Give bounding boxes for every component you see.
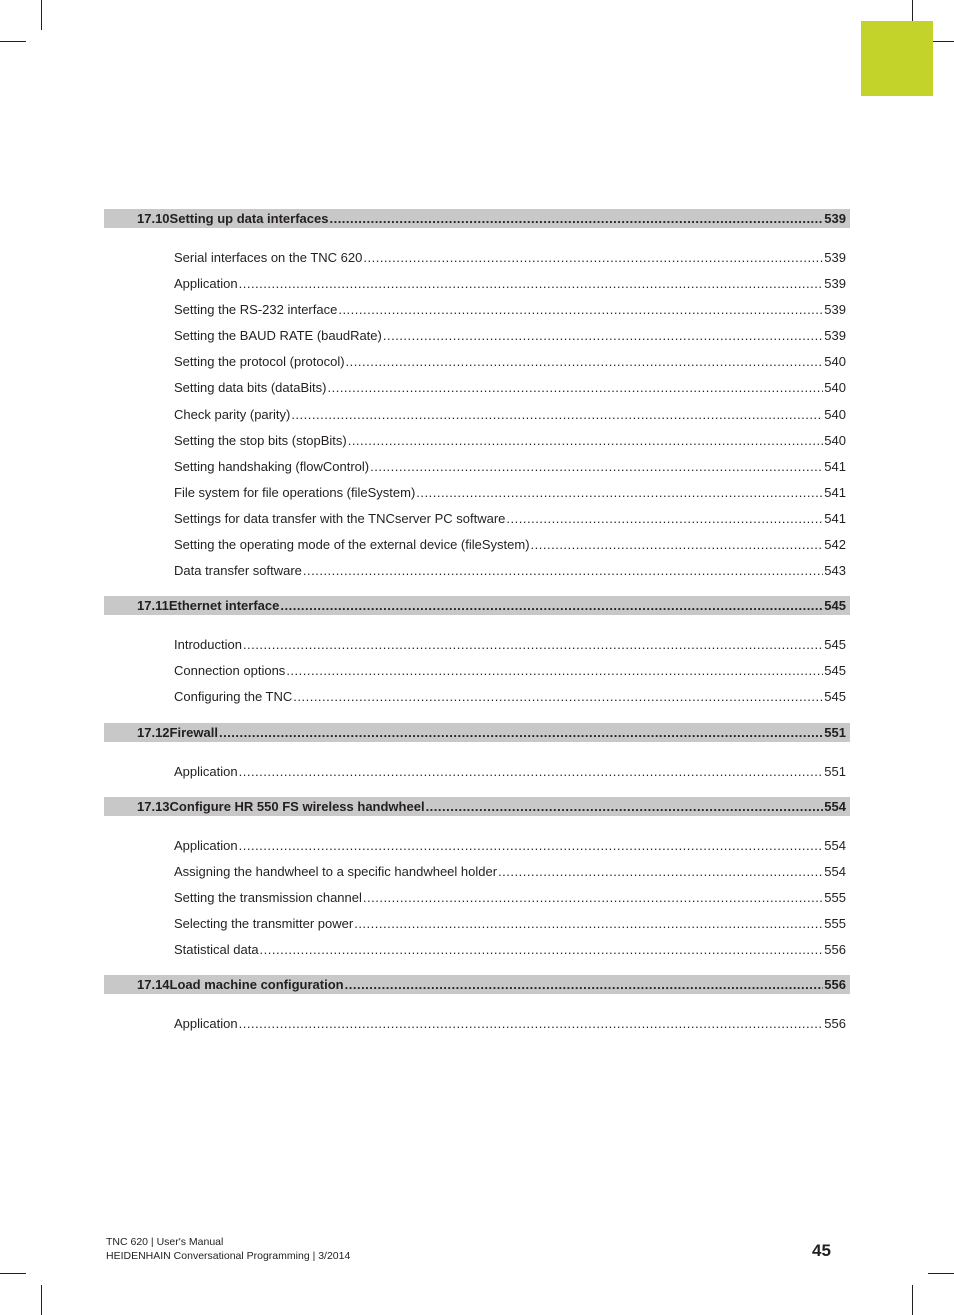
section-page-number: 551 [824,724,846,740]
toc-entry[interactable] [174,684,846,710]
entry-label: Serial interfaces on the TNC 620 [174,250,363,265]
entry-page-number: 545 [824,689,846,705]
entry-page-number: 539 [824,276,846,292]
section-title: Ethernet interface [168,598,280,614]
toc-entry[interactable] [174,833,846,859]
page-number: 45 [812,1241,831,1260]
dot-leader [363,885,823,911]
toc-entry-list [104,245,850,584]
entry-label: File system for file operations (fileSystem) [174,484,416,500]
section-title: Configure HR 550 FS wireless handwheel [169,798,425,814]
crop-mark [41,1285,42,1315]
crop-mark [0,1273,26,1274]
toc-section-heading[interactable] [104,797,850,816]
toc-entry[interactable] [174,911,846,937]
toc-entry[interactable] [174,245,846,271]
toc-entry[interactable] [174,480,846,506]
dot-leader [506,506,823,532]
entry-label: Statistical data [174,941,259,957]
dot-leader [239,1011,824,1037]
entry-label: Setting the transmission channel [174,889,362,905]
crop-mark [41,0,42,30]
entry-label: Settings for data transfer with the TNCserver PC software [174,510,506,526]
section-number: 17.13 [137,798,170,814]
toc-entry[interactable] [174,532,846,558]
entry-page-number: 554 [824,863,846,879]
dot-leader [346,349,824,375]
dot-leader [280,596,823,615]
dot-leader [338,297,823,323]
dot-leader [345,975,824,994]
toc-entry[interactable] [174,271,846,297]
dot-leader [239,271,824,297]
entry-page-number: 542 [824,537,846,553]
toc-entry[interactable] [174,1011,846,1037]
dot-leader [239,833,824,859]
section-title: Setting up data interfaces [169,211,329,226]
toc-entry[interactable] [174,632,846,658]
dot-leader [354,911,823,937]
toc-section-heading[interactable] [104,723,850,742]
toc-entry-list [104,632,850,710]
entry-label: Application [174,763,238,779]
section-number: 17.14 [137,977,170,993]
entry-label: Assigning the handwheel to a specific handwheel holder [174,863,498,879]
entry-label: Setting the RS-232 interface [174,302,338,318]
dot-leader [531,532,824,558]
toc-entry[interactable] [174,375,846,401]
section-title: Load machine configuration [169,977,344,993]
toc-entry-list [104,759,850,785]
toc-entry[interactable] [174,558,846,584]
entry-page-number: 545 [824,637,846,653]
toc-section-heading[interactable] [104,975,850,994]
dot-leader [239,759,824,785]
entry-page-number: 554 [824,837,846,853]
entry-page-number: 555 [824,915,846,931]
toc-section-heading[interactable] [104,596,850,615]
section-page-number: 554 [824,798,846,814]
dot-leader [329,209,823,228]
toc-entry[interactable] [174,859,846,885]
section-page-number: 539 [824,211,846,226]
entry-page-number: 540 [824,354,846,370]
crop-mark [912,1285,913,1315]
toc-entry[interactable] [174,506,846,532]
crop-mark [0,41,26,42]
toc-entry[interactable] [174,759,846,785]
entry-label: Introduction [174,637,242,653]
dot-leader [426,797,824,816]
entry-label: Selecting the transmitter power [174,915,354,931]
dot-leader [383,323,823,349]
entry-label: Setting handshaking (flowControl) [174,458,370,474]
toc-entry[interactable] [174,454,846,480]
entry-page-number: 543 [824,563,846,579]
entry-label: Application [174,1016,238,1032]
entry-page-number: 551 [824,763,846,779]
entry-page-number: 541 [824,510,846,526]
dot-leader [219,723,823,742]
toc-entry[interactable] [174,885,846,911]
section-number: 17.10 [137,211,170,226]
entry-label: Application [174,837,238,853]
entry-label: Setting the BAUD RATE (baudRate) [174,328,382,344]
section-number: 17.12 [137,724,170,740]
toc-entry[interactable] [174,658,846,684]
entry-page-number: 556 [824,1016,846,1032]
section-page-number: 556 [824,977,846,993]
entry-page-number: 540 [824,380,846,396]
toc-entry[interactable] [174,402,846,428]
toc-section-heading[interactable] [104,209,850,228]
toc-entry[interactable] [174,428,846,454]
toc-entry[interactable] [174,323,846,349]
toc-entry[interactable] [174,937,846,963]
entry-label: Connection options [174,663,286,679]
entry-label: Setting the protocol (protocol) [174,354,345,370]
dot-leader [303,558,823,584]
dot-leader [286,658,823,684]
footer-publisher-line: HEIDENHAIN Conversational Programming | 3/2014 [106,1250,351,1262]
entry-label: Check parity (parity) [174,406,291,422]
dot-leader [327,375,823,401]
entry-label: Setting data bits (dataBits) [174,380,327,396]
section-page-number: 545 [824,598,846,614]
entry-page-number: 539 [824,302,846,318]
section-number: 17.11 [137,598,169,614]
entry-label: Data transfer software [174,563,302,579]
toc-entry[interactable] [174,297,846,323]
entry-label: Application [174,276,238,292]
dot-leader [291,402,823,428]
dot-leader [348,428,824,454]
section-title: Firewall [169,724,218,740]
entry-label: Setting the stop bits (stopBits) [174,432,347,448]
entry-page-number: 556 [824,941,846,957]
entry-page-number: 540 [824,406,846,422]
toc-entry[interactable] [174,349,846,375]
entry-page-number: 539 [824,250,846,265]
entry-page-number: 541 [824,458,846,474]
toc-entry-list [104,833,850,963]
footer-manual-title: TNC 620 | User's Manual [106,1236,224,1248]
dot-leader [260,937,824,963]
entry-page-number: 545 [824,663,846,679]
dot-leader [243,632,823,658]
entry-page-number: 540 [824,432,846,448]
dot-leader [363,245,823,271]
dot-leader [416,480,823,506]
page-footer [106,1235,350,1263]
crop-mark [928,1273,954,1274]
entry-label: Configuring the TNC [174,689,293,705]
dot-leader [293,684,823,710]
entry-page-number: 541 [824,484,846,500]
table-of-contents [104,209,850,1049]
dot-leader [498,859,823,885]
toc-entry-list [104,1011,850,1037]
entry-page-number: 539 [824,328,846,344]
dot-leader [370,454,823,480]
entry-label: Setting the operating mode of the external device (fileSystem) [174,537,530,553]
entry-page-number: 555 [824,889,846,905]
chapter-tab-marker [861,21,933,96]
